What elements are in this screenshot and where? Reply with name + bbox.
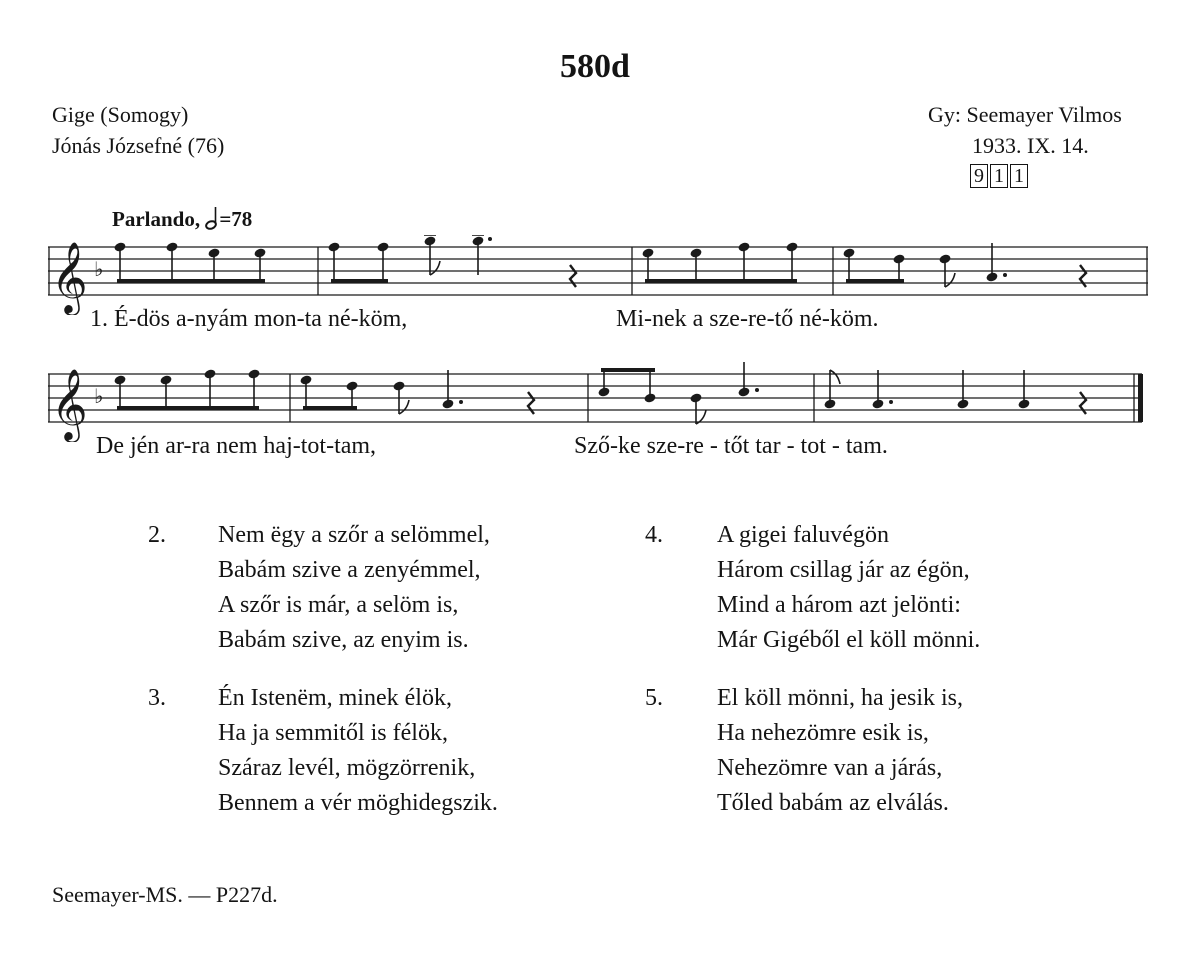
location: Gige (Somogy) [52,102,189,127]
treble-clef-icon: 𝄞 [51,240,88,313]
tempo-value: =78 [219,207,253,231]
flat-icon: ♭ [94,384,104,408]
singer: Jónás Józsefné (76) [52,133,225,158]
verse-line: Már Gigéből el köll mönni. [717,627,981,653]
verse-number: 3. [148,685,166,711]
collector: Gy: Seemayer Vilmos [928,102,1122,127]
half-note-icon [205,206,219,230]
verse-line: A gigei faluvégön [717,522,889,548]
record-date: 1933. IX. 14. [972,133,1089,158]
verse-line: Három csillag jár az égön, [717,557,970,583]
verse-number: 2. [148,522,166,548]
verse-line: A szőr is már, a selöm is, [218,592,459,618]
verse-line: Száraz levél, mögzörrenik, [218,755,476,781]
verse-line: Nehezömre van a járás, [717,755,943,781]
flat-icon: ♭ [94,257,104,281]
quarter-rest-icon [528,392,1086,414]
lyrics-line-2a: De jén ar-ra nem haj-tot-tam, [96,433,377,459]
code-box: 1 [1010,164,1028,188]
lyrics-line-1a: 1. É-dös a-nyám mon-ta né-köm, [90,306,408,332]
verse-line: Én Istenëm, minek élök, [218,685,452,711]
verse-line: Babám szive a zenyémmel, [218,557,481,583]
tempo-label: Parlando, [112,207,201,231]
verse-line: Babám szive, az enyim is. [218,627,469,653]
source-reference: Seemayer-MS. — P227d. [52,882,278,907]
code-box: 1 [990,164,1008,188]
lyrics-line-1b: Mi-nek a sze-re-tő né-köm. [616,306,879,332]
verse-number: 5. [645,685,663,711]
song-number: 580d [560,48,630,85]
verse-line: Tőled babám az elválás. [717,790,949,816]
verse-line: Ha ja semmitől is félök, [218,720,448,746]
music-staff-1 [48,235,1152,315]
verse-line: Mind a három azt jelönti: [717,592,961,618]
treble-clef-icon: 𝄞 [51,367,88,440]
verse-line: Ha nehezömre esik is, [717,720,929,746]
music-staff-2 [48,362,1152,442]
tempo-marking [112,206,252,232]
classification-codes [970,164,1030,188]
verse-line: Bennem a vér möghidegszik. [218,790,498,816]
verse-line: El köll mönni, ha jesik is, [717,685,963,711]
verse-number: 4. [645,522,663,548]
verse-line: Nem ëgy a szőr a selömmel, [218,522,490,548]
code-box: 9 [970,164,988,188]
lyrics-line-2b: Sző-ke sze-re - tőt tar - tot - tam. [574,433,888,459]
